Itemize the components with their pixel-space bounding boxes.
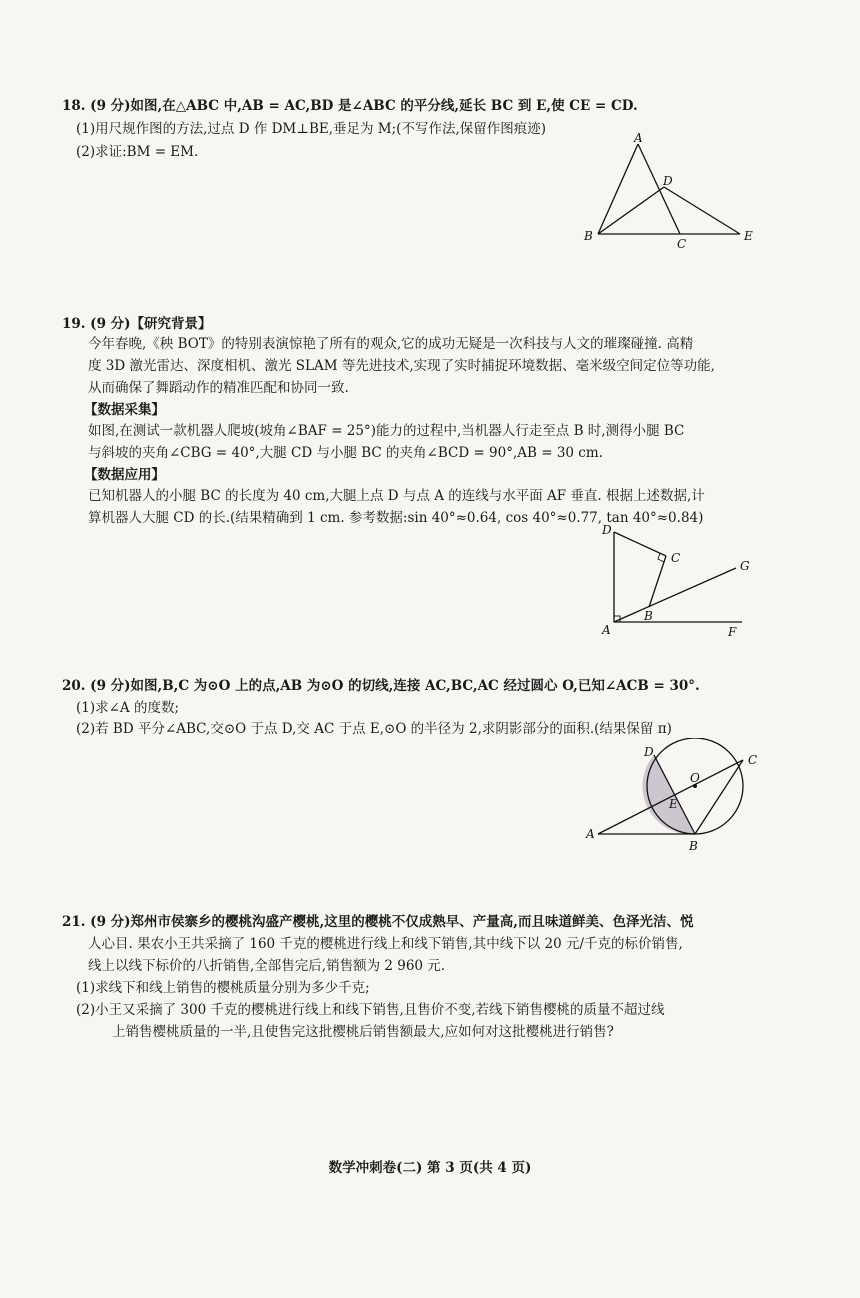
q19-robot-slope-figure (596, 522, 766, 644)
q21-text-line2: 人心目. 果农小王共采摘了 160 千克的樱桃进行线上和线下销售,其中线下以 20 元/千克的标价销售, (88, 936, 683, 952)
q19-data-line1: 如图,在测试一款机器人爬坡(坡角∠BAF = 25°)能力的过程中,当机器人行走至点 B 时,测得小腿 BC (88, 423, 685, 439)
q20-label-o: O (690, 771, 700, 785)
q19-section-data-application: 【数据应用】 (84, 467, 165, 483)
q18-label-b: B (584, 229, 593, 243)
q19-label-g: G (740, 559, 750, 573)
q19-data-line2: 与斜坡的夹角∠CBG = 40°,大腿 CD 与小腿 BC 的夹角∠BCD = 90°,AB = 30 cm. (88, 445, 603, 461)
q19-section-data-collection: 【数据采集】 (84, 402, 165, 418)
q19-label-f: F (728, 625, 737, 639)
q20-label-e: E (669, 797, 678, 811)
q21-text-line3: 线上以线下标价的八折销售,全部售完后,销售额为 2 960 元. (88, 958, 446, 974)
q20-label-d: D (644, 745, 654, 759)
page-footer: 数学冲刺卷(二) 第 3 页(共 4 页) (328, 1160, 532, 1176)
q19-background-line3: 从而确保了舞蹈动作的精准匹配和协同一致. (88, 380, 349, 396)
q20-heading: 20. (9 分)如图,B,C 为⊙O 上的点,AB 为⊙O 的切线,连接 AC,BC,AC 经过圆心 O,已知∠ACB = 30°. (62, 678, 700, 694)
q20-label-b: B (689, 839, 698, 853)
q20-label-c: C (748, 753, 758, 767)
q18-triangle-figure (580, 132, 780, 254)
q19-background-line2: 度 3D 激光雷达、深度相机、激光 SLAM 等先进技术,实现了实时捕捉环境数据、毫米级空间定位等功能, (88, 358, 715, 374)
q18-part2: (2)求证:BM = EM. (76, 144, 199, 160)
q19-heading: 19. (9 分)【研究背景】 (62, 316, 212, 332)
q19-application-line1: 已知机器人的小腿 BC 的长度为 40 cm,大腿上点 D 与点 A 的连线与水平面 AF 垂直. 根据上述数据,计 (88, 488, 705, 504)
q20-label-a: A (586, 827, 595, 841)
q18-heading: 18. (9 分)如图,在△ABC 中,AB = AC,BD 是∠ABC 的平分线,延长 BC 到 E,使 CE = CD. (62, 98, 638, 114)
q19-label-a: A (602, 623, 611, 637)
q21-part1: (1)求线下和线上销售的樱桃质量分别为多少千克; (76, 980, 370, 996)
q18-label-a: A (634, 132, 643, 145)
q19-application-line2: 算机器人大腿 CD 的长.(结果精确到 1 cm. 参考数据:sin 40°≈0.64, cos 40°≈0.77, tan 40°≈0.84) (88, 510, 704, 526)
q19-label-c: C (671, 551, 681, 565)
q21-part2-line1: (2)小王又采摘了 300 千克的樱桃进行线上和线下销售,且售价不变,若线下销售樱桃的质量不超过线 (76, 1002, 665, 1018)
q20-part1: (1)求∠A 的度数; (76, 700, 180, 716)
q21-part2-line2: 上销售樱桃质量的一半,且使售完这批樱桃后销售额最大,应如何对这批樱桃进行销售? (112, 1024, 614, 1040)
q18-label-d: D (663, 174, 673, 188)
q21-heading: 21. (9 分)郑州市侯寨乡的樱桃沟盛产樱桃,这里的樱桃不仅成熟早、产量高,而且味道鲜美、色泽光洁、悦 (62, 914, 694, 930)
q20-circle-figure (582, 738, 772, 858)
q20-part2: (2)若 BD 平分∠ABC,交⊙O 于点 D,交 AC 于点 E,⊙O 的半径为 2,求阴影部分的面积.(结果保留 π) (76, 721, 672, 737)
q19-label-b: B (644, 609, 653, 623)
q18-label-e: E (744, 229, 753, 243)
q18-label-c: C (677, 237, 687, 251)
q18-part1: (1)用尺规作图的方法,过点 D 作 DM⊥BE,垂足为 M;(不写作法,保留作图痕迹) (76, 121, 547, 137)
q19-label-d: D (602, 523, 612, 537)
q19-background-line1: 今年春晚,《秧 BOT》的特别表演惊艳了所有的观众,它的成功无疑是一次科技与人文的璀璨碰撞. 高精 (88, 336, 694, 352)
